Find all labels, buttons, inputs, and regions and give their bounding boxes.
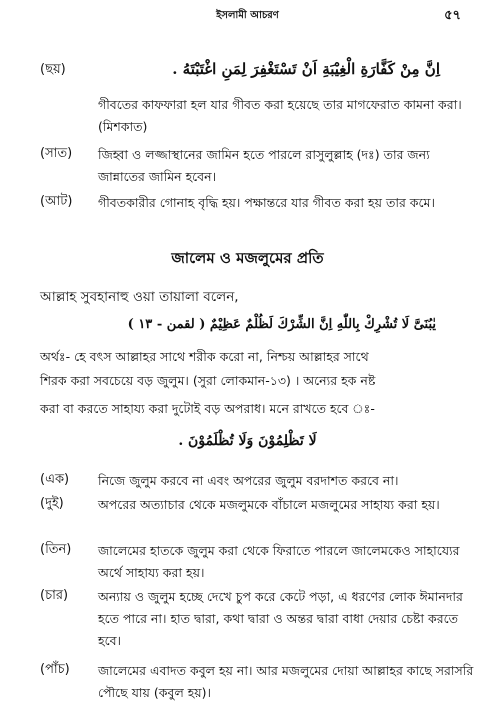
arabic-text: اِنَّ مِنْ كَفَّارَةِ الْغِيْبَةِ اَنْ تَسْتَغْفِرَ لِمَنِ اغْتَبْتَهُ .	[172, 60, 440, 78]
item-text: নিজে জুলুম করবে না এবং অপরের জুলুম বরদাশত করবে না।	[98, 473, 399, 488]
item-text: গীবতের কাফফারা হল যার গীবত করা হয়েছে তার মাগফেরাত কামনা করা। (মিশকাত)	[98, 97, 462, 134]
arabic-phrase: لَا تَظْلِمُوْنَ وَلَا تُظْلَمُوْنَ .	[178, 433, 317, 449]
item-label: (পাঁচ)	[40, 662, 70, 677]
arabic-verse: يٰبُنَىَّ لَا تُشْرِكْ بِاللّٰهِ اِنَّ الشِّرْكَ لَظُلْمٌ عَظِيْمٌ ( لقمن - ١٣ )	[127, 317, 436, 332]
item-text: জালেমের হাতকে জুলুম করা থেকে ফিরাতে পারলে জালেমকেও সাহায্যের অর্থে সাহায্য করা হয়।	[98, 543, 460, 580]
item-label: (সাত)	[40, 146, 73, 161]
item-text: অপরের অত্যাচার থেকে মজলুমকে বাঁচালে মজলুমের সাহায্য করা হয়।	[98, 497, 440, 512]
meaning-line: অর্থঃ- হে বৎস আল্লাহর সাথে শরীক করো না, নিশ্চয় আল্লাহর সাথে	[40, 349, 369, 364]
meaning-line: করা বা করতে সাহায্য করা দুটোই বড় অপরাধ। মনে রাখতে হবে ঃ-	[40, 401, 375, 416]
meaning-line: শিরক করা সবচেয়ে বড় জুলুম। (সুরা লোকমান-১৩) । অন্যের হক নষ্ট	[40, 373, 376, 388]
page-number: ৫৭	[444, 8, 461, 23]
item-text: জিহ্বা ও লজ্জাস্থানের জামিন হতে পারলে রাসুলুল্লাহ (দঃ) তার জন্য জান্নাতের জামিন হবেন।	[98, 147, 430, 184]
item-label: (তিন)	[40, 542, 72, 557]
item-text: জালেমের এবাদত কবুল হয় না। আর মজলুমের দোয়া আল্লাহর কাছে সরাসরি পৌছে যায় (কবুল হয়)।	[98, 663, 474, 700]
item-label: (দুই)	[40, 496, 64, 511]
running-header	[0, 6, 495, 26]
item-label: (চার)	[40, 588, 69, 603]
item-label: (ছয়)	[40, 62, 66, 77]
item-label: (আট)	[40, 194, 73, 209]
item-text: অন্যায় ও জুলুম হচ্ছে দেখে চুপ করে কেটে পড়া, এ ধরণের লোক ঈমানদার হতে পারে না। হাত দ্বারা, কথা দ্বারা ও অন্তর দ্বারা বাধা দেয়ার চেষ্টা করতে হবে।	[98, 589, 463, 648]
section-heading: জালেম ও মজলুমের প্রতি	[171, 249, 324, 267]
section-intro: আল্লাহ সুবহানাহু ওয়া তায়ালা বলেন,	[40, 289, 239, 305]
item-text: গীবতকারীর গোনাহ বৃদ্ধি হয়। পক্ষান্তরে যার গীবত করা হয় তার কমে।	[98, 195, 435, 210]
item-label: (এক)	[40, 472, 70, 487]
header-title: ইসলামী আচরণ	[216, 10, 279, 21]
